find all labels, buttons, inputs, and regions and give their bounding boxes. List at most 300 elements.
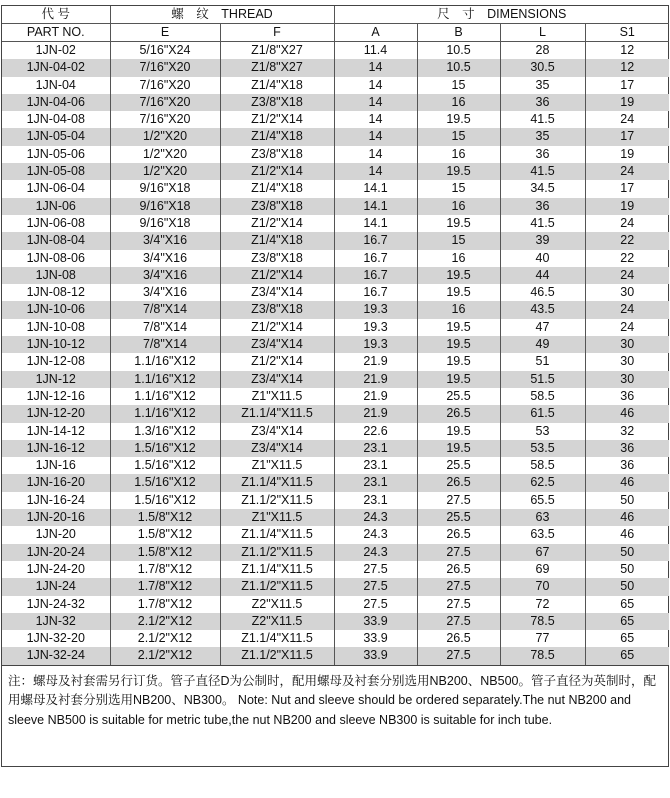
dim-a-cell: 19.3 xyxy=(334,301,417,318)
dim-l-cell: 35 xyxy=(500,77,585,94)
dim-a-cell: 21.9 xyxy=(334,388,417,405)
dim-s1-cell: 17 xyxy=(585,128,669,145)
dim-l-cell: 28 xyxy=(500,42,585,60)
part-no-cell: 1JN-16-24 xyxy=(26,492,85,507)
dimensions-header: 尺 寸 DIMENSIONS xyxy=(334,6,669,24)
part-no-cell: 1JN-08 xyxy=(2,267,110,284)
part-no-cell: 1JN-08-12 xyxy=(26,285,85,300)
table-row xyxy=(2,596,669,613)
dim-s1-cell: 12 xyxy=(585,59,669,76)
thread-e-cell: 7/16"X20 xyxy=(110,94,220,111)
col-s1: S1 xyxy=(585,24,669,42)
dim-a-cell: 23.1 xyxy=(334,457,417,474)
col-l: L xyxy=(500,24,585,42)
thread-e-cell: 1.5/16"X12 xyxy=(110,474,220,491)
dim-a-cell: 33.9 xyxy=(334,647,417,665)
thread-e-cell: 7/8"X14 xyxy=(110,319,220,336)
dim-b-cell: 15 xyxy=(417,77,500,94)
thread-e-cell: 1.5/8"X12 xyxy=(110,526,220,543)
dim-l-cell: 30.5 xyxy=(500,59,585,76)
dim-s1-cell: 17 xyxy=(585,77,669,94)
dim-b-cell: 27.5 xyxy=(417,544,500,561)
part-no-cell: 1JN-12-20 xyxy=(2,405,110,422)
dim-s1-cell: 46 xyxy=(585,509,669,526)
dim-a-cell: 14 xyxy=(334,128,417,145)
thread-f-cell: Z1.1/4"X11.5 xyxy=(220,474,334,491)
thread-f-cell: Z1"X11.5 xyxy=(220,388,334,405)
dim-s1-cell: 50 xyxy=(585,544,669,561)
dim-a-cell: 27.5 xyxy=(334,578,417,595)
thread-f-cell: Z1/2"X14 xyxy=(220,163,334,180)
dim-l-cell: 41.5 xyxy=(500,215,585,232)
table-row xyxy=(2,319,669,336)
thread-f-cell: Z2"X11.5 xyxy=(220,613,334,630)
table-row xyxy=(2,440,669,457)
dim-s1-cell: 36 xyxy=(585,457,669,474)
dim-b-cell: 16 xyxy=(417,198,500,215)
dim-a-cell: 14 xyxy=(334,146,417,163)
part-no-cell: 1JN-06-08 xyxy=(26,215,85,230)
dim-s1-cell: 65 xyxy=(585,647,669,665)
dim-a-cell: 16.7 xyxy=(334,284,417,301)
thread-e-cell: 1.7/8"X12 xyxy=(110,596,220,613)
table-row xyxy=(2,336,669,353)
table-row xyxy=(2,267,669,284)
thread-e-cell: 5/16"X24 xyxy=(110,42,220,60)
dim-a-cell: 27.5 xyxy=(334,596,417,613)
code-header: 代 号 xyxy=(2,6,110,24)
thread-f-cell: Z1.1/4"X11.5 xyxy=(220,405,334,422)
thread-e-cell: 3/4"X16 xyxy=(110,250,220,267)
thread-header: 螺 纹 THREAD xyxy=(110,6,334,24)
dimensions-table xyxy=(2,6,669,666)
dim-b-cell: 26.5 xyxy=(417,526,500,543)
dim-a-cell: 33.9 xyxy=(334,613,417,630)
part-no-cell: 1JN-20-16 xyxy=(2,509,110,526)
dim-s1-cell: 30 xyxy=(585,336,669,353)
table-row xyxy=(2,544,669,561)
dim-l-cell: 43.5 xyxy=(500,301,585,318)
dim-a-cell: 11.4 xyxy=(334,42,417,60)
table-row xyxy=(2,128,669,145)
part-no-cell: 1JN-32 xyxy=(2,613,110,630)
thread-e-cell: 7/16"X20 xyxy=(110,77,220,94)
table-row xyxy=(2,111,669,128)
thread-f-cell: Z3/4"X14 xyxy=(220,440,334,457)
thread-e-cell: 1.1/16"X12 xyxy=(110,371,220,388)
dim-a-cell: 19.3 xyxy=(334,319,417,336)
dim-l-cell: 62.5 xyxy=(500,474,585,491)
dim-l-cell: 49 xyxy=(500,336,585,353)
dim-s1-cell: 65 xyxy=(585,613,669,630)
thread-f-cell: Z3/4"X14 xyxy=(220,371,334,388)
part-no-cell: 1JN-05-08 xyxy=(2,163,110,180)
thread-f-cell: Z1.1/4"X11.5 xyxy=(220,561,334,578)
part-no-cell: 1JN-12-16 xyxy=(26,388,85,403)
thread-e-cell: 1.1/16"X12 xyxy=(110,388,220,405)
dim-a-cell: 21.9 xyxy=(334,405,417,422)
dim-a-cell: 14 xyxy=(334,59,417,76)
dim-l-cell: 41.5 xyxy=(500,163,585,180)
dim-b-cell: 16 xyxy=(417,250,500,267)
dim-l-cell: 78.5 xyxy=(500,613,585,630)
dim-b-cell: 19.5 xyxy=(417,336,500,353)
part-no-cell: 1JN-06 xyxy=(2,198,110,215)
table-row xyxy=(2,371,669,388)
part-no-cell: 1JN-16 xyxy=(35,458,76,473)
thread-f-cell: Z1"X11.5 xyxy=(220,457,334,474)
thread-e-cell: 9/16"X18 xyxy=(110,215,220,232)
thread-e-cell: 1.5/16"X12 xyxy=(110,492,220,509)
thread-e-cell: 1.5/16"X12 xyxy=(110,457,220,474)
dim-a-cell: 27.5 xyxy=(334,561,417,578)
spec-sheet xyxy=(1,5,669,767)
thread-f-cell: Z1/8"X27 xyxy=(220,59,334,76)
dim-l-cell: 58.5 xyxy=(500,388,585,405)
dim-a-cell: 14.1 xyxy=(334,198,417,215)
dim-a-cell: 16.7 xyxy=(334,267,417,284)
dim-b-cell: 15 xyxy=(417,128,500,145)
dim-b-cell: 19.5 xyxy=(417,440,500,457)
dim-b-cell: 27.5 xyxy=(417,647,500,665)
thread-e-cell: 1.1/16"X12 xyxy=(110,353,220,370)
dim-l-cell: 77 xyxy=(500,630,585,647)
dim-s1-cell: 22 xyxy=(585,250,669,267)
dim-b-cell: 19.5 xyxy=(417,163,500,180)
part-no-cell: 1JN-05-04 xyxy=(2,128,110,145)
dim-b-cell: 15 xyxy=(417,232,500,249)
dim-b-cell: 25.5 xyxy=(417,509,500,526)
dim-l-cell: 36 xyxy=(500,198,585,215)
dim-l-cell: 41.5 xyxy=(500,111,585,128)
table-row xyxy=(2,388,669,405)
thread-e-cell: 1/2"X20 xyxy=(110,146,220,163)
dim-l-cell: 46.5 xyxy=(500,284,585,301)
thread-e-cell: 9/16"X18 xyxy=(110,198,220,215)
dim-a-cell: 23.1 xyxy=(334,474,417,491)
dim-s1-cell: 32 xyxy=(585,423,669,440)
table-row xyxy=(2,146,669,163)
thread-f-cell: Z1/2"X14 xyxy=(220,267,334,284)
dim-s1-cell: 24 xyxy=(585,163,669,180)
dim-s1-cell: 65 xyxy=(585,630,669,647)
table-row xyxy=(2,457,669,474)
dim-s1-cell: 24 xyxy=(585,301,669,318)
dim-b-cell: 26.5 xyxy=(417,405,500,422)
part-no-cell: 1JN-04 xyxy=(35,77,76,92)
thread-f-cell: Z1/2"X14 xyxy=(220,215,334,232)
thread-f-cell: Z1.1/2"X11.5 xyxy=(220,578,334,595)
thread-e-cell: 1.7/8"X12 xyxy=(110,561,220,578)
part-no-cell: 1JN-08-06 xyxy=(26,250,85,265)
col-part-no: PART NO. xyxy=(2,24,110,42)
thread-e-cell: 7/16"X20 xyxy=(110,111,220,128)
table-row xyxy=(2,647,669,665)
dim-a-cell: 24.3 xyxy=(334,509,417,526)
table-body xyxy=(2,42,669,666)
part-no-cell: 1JN-16-12 xyxy=(2,440,110,457)
thread-f-cell: Z3/8"X18 xyxy=(220,301,334,318)
thread-f-cell: Z3/4"X14 xyxy=(220,284,334,301)
part-no-cell: 1JN-04-08 xyxy=(26,112,85,127)
dim-l-cell: 63.5 xyxy=(500,526,585,543)
thread-f-cell: Z1/4"X18 xyxy=(220,180,334,197)
dim-s1-cell: 30 xyxy=(585,353,669,370)
dim-b-cell: 27.5 xyxy=(417,613,500,630)
thread-f-cell: Z1/4"X18 xyxy=(220,128,334,145)
thread-f-cell: Z1.1/2"X11.5 xyxy=(220,544,334,561)
part-no-cell: 1JN-04-06 xyxy=(2,94,110,111)
thread-f-cell: Z1.1/2"X11.5 xyxy=(220,492,334,509)
dim-a-cell: 21.9 xyxy=(334,353,417,370)
thread-f-cell: Z1.1/2"X11.5 xyxy=(220,647,334,665)
dim-s1-cell: 50 xyxy=(585,561,669,578)
dim-s1-cell: 24 xyxy=(585,111,669,128)
table-row xyxy=(2,509,669,526)
thread-e-cell: 3/4"X16 xyxy=(110,267,220,284)
dim-b-cell: 19.5 xyxy=(417,215,500,232)
thread-e-cell: 1.5/8"X12 xyxy=(110,509,220,526)
thread-e-cell: 2.1/2"X12 xyxy=(110,613,220,630)
thread-f-cell: Z1/2"X14 xyxy=(220,353,334,370)
dim-s1-cell: 19 xyxy=(585,94,669,111)
thread-e-cell: 2.1/2"X12 xyxy=(110,647,220,665)
dim-l-cell: 34.5 xyxy=(500,180,585,197)
dim-a-cell: 14 xyxy=(334,111,417,128)
dim-b-cell: 19.5 xyxy=(417,284,500,301)
part-no-cell: 1JN-08-04 xyxy=(2,232,110,249)
part-no-cell: 1JN-10-12 xyxy=(2,336,110,353)
table-row xyxy=(2,180,669,197)
thread-e-cell: 1.1/16"X12 xyxy=(110,405,220,422)
dim-l-cell: 69 xyxy=(500,561,585,578)
thread-f-cell: Z1/4"X18 xyxy=(220,77,334,94)
thread-f-cell: Z3/8"X18 xyxy=(220,250,334,267)
part-no-cell: 1JN-32-20 xyxy=(26,631,85,646)
part-no-cell: 1JN-10-06 xyxy=(2,301,110,318)
table-row xyxy=(2,198,669,215)
dim-s1-cell: 30 xyxy=(585,284,669,301)
dim-b-cell: 15 xyxy=(417,180,500,197)
dim-l-cell: 61.5 xyxy=(500,405,585,422)
dim-s1-cell: 24 xyxy=(585,267,669,284)
thread-e-cell: 3/4"X16 xyxy=(110,232,220,249)
dim-b-cell: 19.5 xyxy=(417,423,500,440)
part-no-cell: 1JN-12 xyxy=(2,371,110,388)
part-no-cell: 1JN-32-24 xyxy=(2,647,110,665)
dim-a-cell: 16.7 xyxy=(334,250,417,267)
thread-f-cell: Z3/8"X18 xyxy=(220,94,334,111)
dim-b-cell: 16 xyxy=(417,94,500,111)
thread-f-cell: Z1.1/4"X11.5 xyxy=(220,630,334,647)
table-row xyxy=(2,405,669,422)
dim-l-cell: 35 xyxy=(500,128,585,145)
dim-l-cell: 78.5 xyxy=(500,647,585,665)
dim-a-cell: 14.1 xyxy=(334,215,417,232)
dim-s1-cell: 65 xyxy=(585,596,669,613)
thread-e-cell: 1/2"X20 xyxy=(110,163,220,180)
col-e: E xyxy=(110,24,220,42)
dim-s1-cell: 46 xyxy=(585,405,669,422)
dim-l-cell: 51 xyxy=(500,353,585,370)
dim-l-cell: 53 xyxy=(500,423,585,440)
footnote: 注：螺母及衬套需另行订货。管子直径D为公制时，配用螺母及衬套分别选用NB200、NB500。管子直径为英制时，配用螺母及衬套分别选用NB200、NB300。 Note: Nut and sleeve should be ordered separately.The nut NB200 and sleeve NB500 is suitable for metric tube,the nut NB200 and sleeve NB300 is suitable for inch tube. xyxy=(8,673,656,727)
table-row xyxy=(2,42,669,60)
dim-b-cell: 10.5 xyxy=(417,59,500,76)
dim-l-cell: 36 xyxy=(500,94,585,111)
dim-b-cell: 19.5 xyxy=(417,267,500,284)
part-no-cell: 1JN-24 xyxy=(2,578,110,595)
dim-a-cell: 23.1 xyxy=(334,440,417,457)
table-row xyxy=(2,613,669,630)
col-f: F xyxy=(220,24,334,42)
thread-e-cell: 2.1/2"X12 xyxy=(110,630,220,647)
thread-f-cell: Z2"X11.5 xyxy=(220,596,334,613)
dim-b-cell: 25.5 xyxy=(417,388,500,405)
thread-f-cell: Z3/4"X14 xyxy=(220,423,334,440)
part-no-cell: 1JN-24-20 xyxy=(26,561,85,576)
dim-s1-cell: 36 xyxy=(585,388,669,405)
table-row xyxy=(2,561,669,578)
dim-l-cell: 44 xyxy=(500,267,585,284)
dim-b-cell: 19.5 xyxy=(417,353,500,370)
dim-a-cell: 24.3 xyxy=(334,526,417,543)
part-no-cell: 1JN-02 xyxy=(35,43,76,57)
dim-b-cell: 10.5 xyxy=(417,42,500,60)
dim-b-cell: 26.5 xyxy=(417,630,500,647)
thread-e-cell: 7/16"X20 xyxy=(110,59,220,76)
dim-l-cell: 70 xyxy=(500,578,585,595)
dim-l-cell: 47 xyxy=(500,319,585,336)
dim-s1-cell: 46 xyxy=(585,526,669,543)
dim-s1-cell: 46 xyxy=(585,474,669,491)
table-row xyxy=(2,630,669,647)
thread-f-cell: Z3/4"X14 xyxy=(220,336,334,353)
part-no-cell: 1JN-20-24 xyxy=(2,544,110,561)
dim-l-cell: 39 xyxy=(500,232,585,249)
thread-f-cell: Z3/8"X18 xyxy=(220,146,334,163)
dim-b-cell: 16 xyxy=(417,301,500,318)
col-b: B xyxy=(417,24,500,42)
dim-a-cell: 23.1 xyxy=(334,492,417,509)
table-row xyxy=(2,526,669,543)
table-row xyxy=(2,353,669,370)
dim-a-cell: 24.3 xyxy=(334,544,417,561)
table-row xyxy=(2,59,669,76)
part-no-cell: 1JN-06-04 xyxy=(26,181,85,196)
dim-l-cell: 36 xyxy=(500,146,585,163)
dim-l-cell: 51.5 xyxy=(500,371,585,388)
dim-s1-cell: 50 xyxy=(585,492,669,509)
dim-a-cell: 14 xyxy=(334,77,417,94)
dim-b-cell: 25.5 xyxy=(417,457,500,474)
part-no-cell: 1JN-20 xyxy=(35,527,76,542)
dim-a-cell: 14.1 xyxy=(334,180,417,197)
table-row xyxy=(2,474,669,491)
dim-a-cell: 14 xyxy=(334,94,417,111)
dim-a-cell: 21.9 xyxy=(334,371,417,388)
dim-l-cell: 72 xyxy=(500,596,585,613)
thread-f-cell: Z3/8"X18 xyxy=(220,198,334,215)
dim-l-cell: 53.5 xyxy=(500,440,585,457)
dim-s1-cell: 17 xyxy=(585,180,669,197)
thread-e-cell: 1.7/8"X12 xyxy=(110,578,220,595)
dim-a-cell: 22.6 xyxy=(334,423,417,440)
dim-l-cell: 67 xyxy=(500,544,585,561)
thread-e-cell: 1/2"X20 xyxy=(110,128,220,145)
thread-e-cell: 7/8"X14 xyxy=(110,336,220,353)
thread-f-cell: Z1"X11.5 xyxy=(220,509,334,526)
col-a: A xyxy=(334,24,417,42)
table-row xyxy=(2,301,669,318)
part-no-cell: 1JN-16-20 xyxy=(2,474,110,491)
dim-l-cell: 40 xyxy=(500,250,585,267)
thread-e-cell: 1.5/16"X12 xyxy=(110,440,220,457)
table-row xyxy=(2,77,669,94)
part-no-cell: 1JN-24-32 xyxy=(26,596,85,611)
dim-s1-cell: 12 xyxy=(585,42,669,60)
dim-a-cell: 33.9 xyxy=(334,630,417,647)
dim-b-cell: 19.5 xyxy=(417,111,500,128)
part-no-cell: 1JN-04-02 xyxy=(2,59,110,76)
dim-a-cell: 14 xyxy=(334,163,417,180)
part-no-cell: 1JN-05-06 xyxy=(26,146,85,161)
table-row xyxy=(2,163,669,180)
part-no-cell: 1JN-12-08 xyxy=(26,354,85,369)
part-no-cell: 1JN-10-08 xyxy=(26,319,85,334)
dim-b-cell: 26.5 xyxy=(417,561,500,578)
thread-e-cell: 7/8"X14 xyxy=(110,301,220,318)
dim-l-cell: 63 xyxy=(500,509,585,526)
thread-f-cell: Z1/2"X14 xyxy=(220,111,334,128)
dim-b-cell: 26.5 xyxy=(417,474,500,491)
thread-e-cell: 9/16"X18 xyxy=(110,180,220,197)
dim-s1-cell: 19 xyxy=(585,198,669,215)
table-row xyxy=(2,578,669,595)
dim-s1-cell: 24 xyxy=(585,319,669,336)
dim-b-cell: 27.5 xyxy=(417,578,500,595)
dim-s1-cell: 30 xyxy=(585,371,669,388)
dim-s1-cell: 24 xyxy=(585,215,669,232)
dim-s1-cell: 19 xyxy=(585,146,669,163)
table-row xyxy=(2,94,669,111)
dim-l-cell: 65.5 xyxy=(500,492,585,509)
dim-b-cell: 19.5 xyxy=(417,371,500,388)
thread-f-cell: Z1/4"X18 xyxy=(220,232,334,249)
thread-e-cell: 1.3/16"X12 xyxy=(110,423,220,440)
dim-s1-cell: 36 xyxy=(585,440,669,457)
table-row xyxy=(2,232,669,249)
thread-e-cell: 1.5/8"X12 xyxy=(110,544,220,561)
table-row xyxy=(2,250,669,267)
dim-a-cell: 16.7 xyxy=(334,232,417,249)
table-row xyxy=(2,492,669,509)
dim-b-cell: 27.5 xyxy=(417,596,500,613)
part-no-cell: 1JN-14-12 xyxy=(26,423,85,438)
dim-s1-cell: 22 xyxy=(585,232,669,249)
thread-e-cell: 3/4"X16 xyxy=(110,284,220,301)
thread-f-cell: Z1/2"X14 xyxy=(220,319,334,336)
table-row xyxy=(2,284,669,301)
dim-b-cell: 19.5 xyxy=(417,319,500,336)
table-row xyxy=(2,423,669,440)
dim-b-cell: 27.5 xyxy=(417,492,500,509)
table-row xyxy=(2,215,669,232)
dim-a-cell: 19.3 xyxy=(334,336,417,353)
dim-b-cell: 16 xyxy=(417,146,500,163)
dim-l-cell: 58.5 xyxy=(500,457,585,474)
thread-f-cell: Z1/8"X27 xyxy=(220,42,334,60)
